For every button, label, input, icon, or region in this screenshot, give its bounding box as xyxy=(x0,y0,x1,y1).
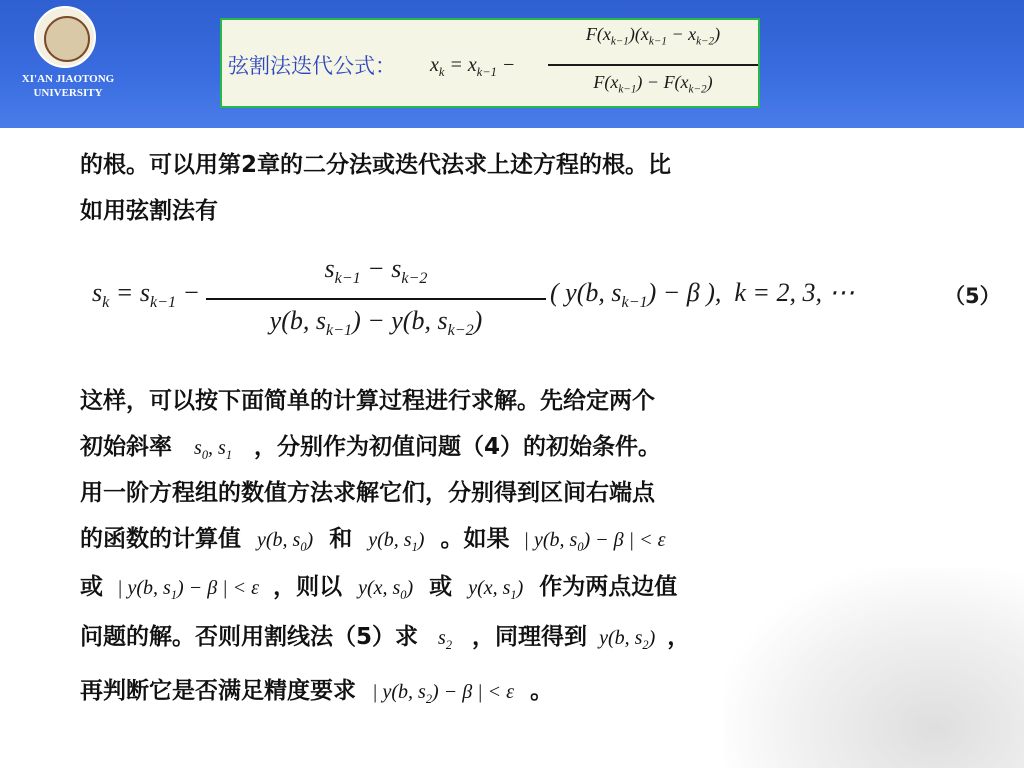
intro-line-1: 的根。可以用第2章的二分法或迭代法求上述方程的根。比 xyxy=(80,152,672,178)
university-logo xyxy=(34,6,96,68)
para2-line-3: 用一阶方程组的数值方法求解它们，分别得到区间右端点 xyxy=(80,480,655,506)
equation-number: （5） xyxy=(944,284,1001,308)
para2-line-5: 或 | y(b, $s_1) - \beta$ | < ε ，则以 y(x, $s_0$) 或 y(x, $s_1$) 作为两点边值 xyxy=(80,574,678,602)
campus-watermark xyxy=(724,568,1024,768)
secant-formula-box xyxy=(220,18,760,108)
university-name-line1: XI'AN JIAOTONG xyxy=(21,73,115,85)
formula-label: 弦割法迭代公式： xyxy=(228,54,396,78)
para2-line-2: 初始斜率 $s_0$, $s_1$ ，分别作为初值问题（4）的初始条件。 xyxy=(80,434,662,462)
formula-fraction-bar xyxy=(548,64,758,66)
para2-line-7: 再判断它是否满足精度要求 | y(b, $s_2) - \beta$ | < ε 。 xyxy=(80,678,554,706)
formula-lhs: $x_k = x_{k-1}$ − xyxy=(430,54,516,79)
para2-line-1: 这样，可以按下面简单的计算过程进行求解。先给定两个 xyxy=(80,388,655,414)
para2-line-4: 的函数的计算值 y(b, $s_0$) 和 y(b, $s_1$) 。如果 | y(b, $s_0) - \beta$ | < ε xyxy=(80,526,666,554)
intro-line-2: 如用弦割法有 xyxy=(80,198,218,224)
university-name-line2: UNIVERSITY xyxy=(33,87,103,99)
formula-numerator: $F(x_{k-1})(x_{k-1} - x_{k-2})$ xyxy=(585,24,721,48)
formula-denominator: $F(x_{k-1}) - F(x_{k-2})$ xyxy=(593,72,713,96)
para2-line-6: 问题的解。否则用割线法（5）求 $s_2$ ，同理得到 y(b, $s_2$) ， xyxy=(80,624,691,652)
slide-header xyxy=(0,0,1024,128)
